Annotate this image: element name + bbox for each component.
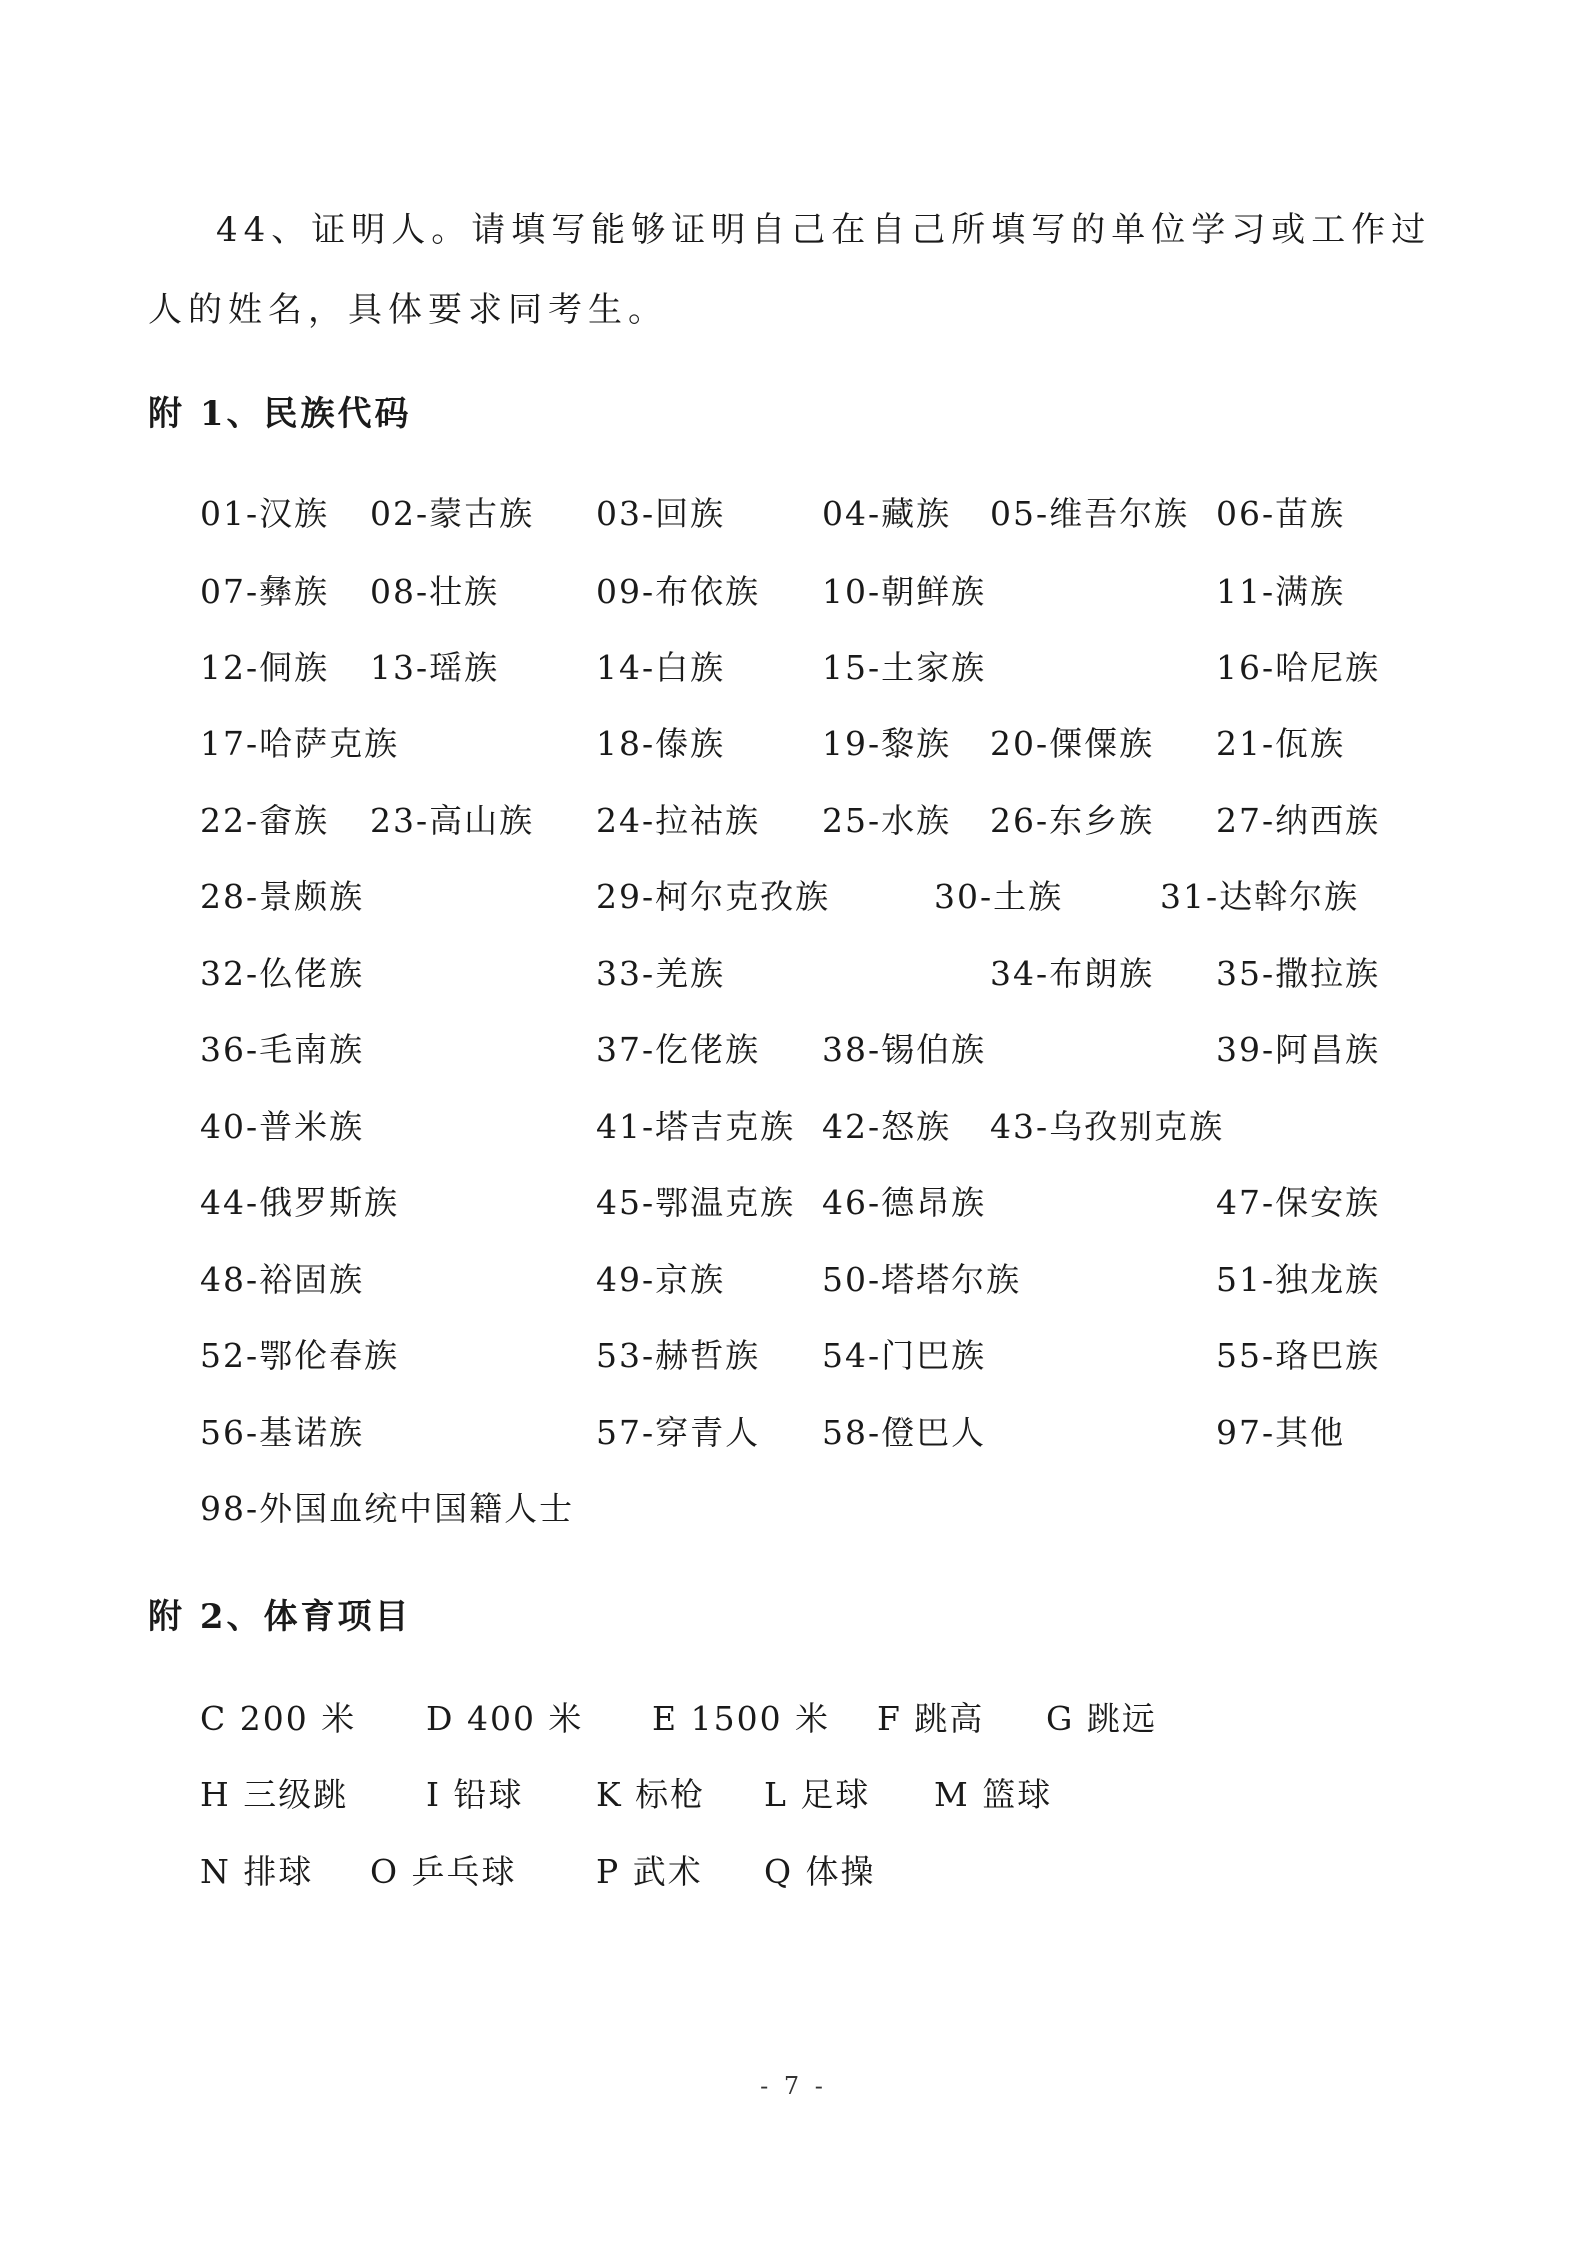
ethnic-code-row <box>0 799 1587 843</box>
sports-item-row <box>0 1850 1587 1894</box>
sports-item-item: E 1500 米 <box>652 1699 831 1738</box>
ethnic-code-item: 16-哈尼族 <box>1216 648 1381 687</box>
ethnic-code-item: 28-景颇族 <box>200 877 365 916</box>
ethnic-code-item: 40-普米族 <box>200 1107 365 1146</box>
ethnic-code-row <box>0 1487 1587 1531</box>
ethnic-code-item: 37-仡佬族 <box>596 1030 761 1069</box>
ethnic-code-row <box>0 1334 1587 1378</box>
ethnic-code-item: 06-苗族 <box>1216 494 1346 533</box>
ethnic-code-row <box>0 1411 1587 1455</box>
ethnic-code-item: 18-傣族 <box>596 724 726 763</box>
ethnic-code-item: 35-撒拉族 <box>1216 954 1381 993</box>
page-number: - 7 - <box>760 2072 827 2100</box>
ethnic-code-row <box>0 875 1587 919</box>
ethnic-code-item: 47-保安族 <box>1216 1183 1381 1222</box>
sports-item-row <box>0 1773 1587 1817</box>
ethnic-code-item: 31-达斡尔族 <box>1160 877 1360 916</box>
ethnic-code-item: 07-彝族 <box>200 572 330 611</box>
ethnic-code-item: 20-傈僳族 <box>990 724 1155 763</box>
ethnic-code-row <box>0 646 1587 690</box>
ethnic-code-item: 12-侗族 <box>200 648 330 687</box>
ethnic-code-item: 09-布依族 <box>596 572 761 611</box>
ethnic-code-item: 50-塔塔尔族 <box>822 1260 1022 1299</box>
sports-item-item: F 跳高 <box>877 1699 985 1738</box>
sports-item-item: Q 体操 <box>764 1852 876 1891</box>
ethnic-code-item: 52-鄂伦春族 <box>200 1336 400 1375</box>
ethnic-code-row <box>0 1105 1587 1149</box>
sports-item-item: M 篮球 <box>934 1775 1053 1814</box>
sports-item-item: O 乒乓球 <box>370 1852 517 1891</box>
ethnic-code-item: 34-布朗族 <box>990 954 1155 993</box>
ethnic-code-item: 38-锡伯族 <box>822 1030 987 1069</box>
sports-item-item: K 标枪 <box>596 1775 706 1814</box>
sports-item-row <box>0 1697 1587 1741</box>
ethnic-code-item: 41-塔吉克族 <box>596 1107 796 1146</box>
ethnic-code-item: 03-回族 <box>596 494 726 533</box>
ethnic-code-item: 01-汉族 <box>200 494 330 533</box>
paragraph-witness: 44、证明人。请填写能够证明自己在自己所填写的单位学习或工作过人的姓名，具体要求同考生。 <box>148 210 1432 330</box>
ethnic-code-item: 11-满族 <box>1216 572 1346 611</box>
ethnic-code-item: 46-德昂族 <box>822 1183 987 1222</box>
ethnic-code-item: 10-朝鲜族 <box>822 572 987 611</box>
ethnic-code-item: 36-毛南族 <box>200 1030 365 1069</box>
ethnic-code-item: 13-瑶族 <box>370 648 500 687</box>
ethnic-code-item: 42-怒族 <box>822 1107 952 1146</box>
ethnic-code-item: 17-哈萨克族 <box>200 724 400 763</box>
sports-item-item: P 武术 <box>596 1852 703 1891</box>
ethnic-code-item: 22-畲族 <box>200 801 330 840</box>
ethnic-code-item: 55-珞巴族 <box>1216 1336 1381 1375</box>
sports-item-item: G 跳远 <box>1046 1699 1157 1738</box>
ethnic-code-item: 29-柯尔克孜族 <box>596 877 831 916</box>
ethnic-code-item: 08-壮族 <box>370 572 500 611</box>
ethnic-code-item: 19-黎族 <box>822 724 952 763</box>
ethnic-code-item: 15-土家族 <box>822 648 987 687</box>
ethnic-code-item: 54-门巴族 <box>822 1336 987 1375</box>
ethnic-code-item: 53-赫哲族 <box>596 1336 761 1375</box>
ethnic-code-item: 45-鄂温克族 <box>596 1183 796 1222</box>
ethnic-code-item: 27-纳西族 <box>1216 801 1381 840</box>
ethnic-code-item: 51-独龙族 <box>1216 1260 1381 1299</box>
ethnic-code-row <box>0 1181 1587 1225</box>
ethnic-code-item: 23-高山族 <box>370 801 535 840</box>
ethnic-code-item: 24-拉祜族 <box>596 801 761 840</box>
ethnic-code-item: 97-其他 <box>1216 1413 1346 1452</box>
ethnic-code-item: 30-土族 <box>934 877 1064 916</box>
ethnic-code-row <box>0 952 1587 996</box>
sports-item-item: H 三级跳 <box>200 1775 349 1814</box>
sports-item-item: D 400 米 <box>426 1699 584 1738</box>
ethnic-code-item: 49-京族 <box>596 1260 726 1299</box>
sports-item-item: C 200 米 <box>200 1699 357 1738</box>
ethnic-code-row <box>0 722 1587 766</box>
ethnic-code-row <box>0 492 1587 536</box>
ethnic-code-item: 39-阿昌族 <box>1216 1030 1381 1069</box>
ethnic-code-item: 48-裕固族 <box>200 1260 365 1299</box>
ethnic-code-item: 44-俄罗斯族 <box>200 1183 400 1222</box>
ethnic-code-item: 21-佤族 <box>1216 724 1346 763</box>
sports-item-item: I 铅球 <box>426 1775 524 1814</box>
ethnic-code-row <box>0 570 1587 614</box>
ethnic-code-item: 98-外国血统中国籍人士 <box>200 1489 575 1528</box>
ethnic-code-item: 32-仫佬族 <box>200 954 365 993</box>
sports-item-item: L 足球 <box>764 1775 871 1814</box>
ethnic-code-item: 43-乌孜别克族 <box>990 1107 1225 1146</box>
ethnic-code-item: 56-基诺族 <box>200 1413 365 1452</box>
ethnic-code-item: 04-藏族 <box>822 494 952 533</box>
ethnic-code-item: 05-维吾尔族 <box>990 494 1190 533</box>
ethnic-code-item: 25-水族 <box>822 801 952 840</box>
ethnic-code-row <box>0 1258 1587 1302</box>
ethnic-code-item: 02-蒙古族 <box>370 494 535 533</box>
ethnic-code-item: 58-僜巴人 <box>822 1413 987 1452</box>
ethnic-code-item: 33-羌族 <box>596 954 726 993</box>
ethnic-code-row <box>0 1028 1587 1072</box>
sports-item-item: N 排球 <box>200 1852 314 1891</box>
ethnic-code-item: 14-白族 <box>596 648 726 687</box>
appendix2-title: 附 2、体育项目 <box>148 1597 412 1637</box>
appendix1-title: 附 1、民族代码 <box>148 394 412 434</box>
ethnic-code-item: 57-穿青人 <box>596 1413 761 1452</box>
ethnic-code-item: 26-东乡族 <box>990 801 1155 840</box>
